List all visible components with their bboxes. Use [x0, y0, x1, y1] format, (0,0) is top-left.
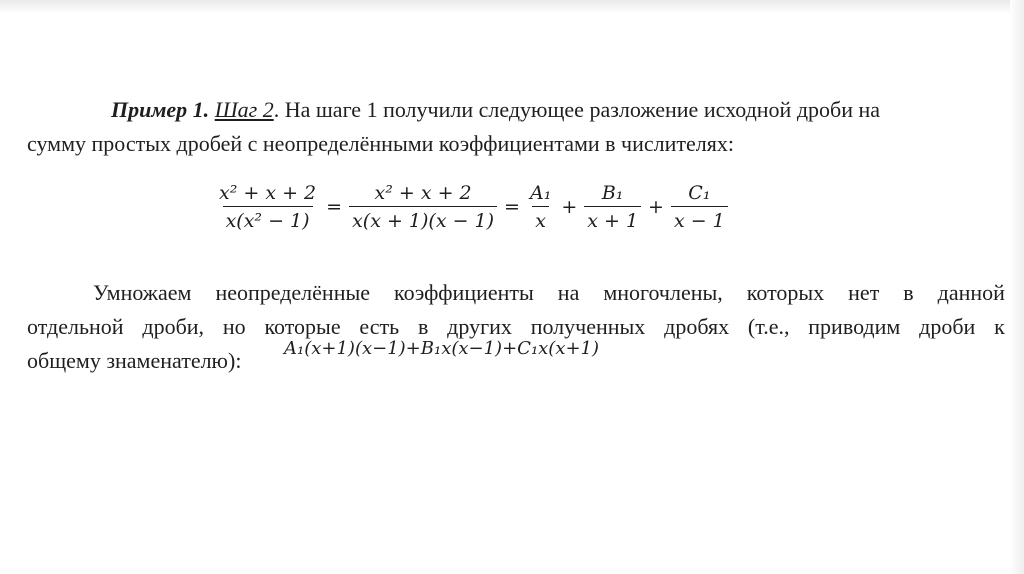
word: которые: [264, 314, 341, 339]
word: других: [447, 314, 512, 339]
word: коэффициенты: [394, 280, 534, 305]
word: Умножаем: [93, 280, 192, 305]
fraction-a1: [527, 182, 554, 232]
decomposition-formula: [213, 182, 731, 232]
word: нет: [848, 280, 880, 305]
word: в: [417, 314, 429, 339]
word: к: [994, 314, 1005, 339]
fraction-original-numerator: x² + x + 2: [219, 182, 317, 204]
fraction-a1-denominator: x: [532, 206, 549, 232]
fraction-original: [216, 182, 319, 232]
fraction-b1-denominator: x + 1: [584, 206, 641, 232]
word: дробях: [664, 314, 730, 339]
fraction-a1-numerator: A₁: [529, 182, 552, 204]
intro-line-1-text: . На шаге 1 получили следующее разложение исходной дроби на: [273, 97, 881, 122]
intro-line-2: сумму простых дробей с неопределёнными коэффициентами в числителях:: [27, 131, 734, 156]
step-label: Шаг 2: [214, 97, 274, 122]
plus-sign: +: [561, 196, 578, 218]
paragraph-multiply: [27, 276, 1005, 378]
paragraph-intro: [27, 93, 1003, 161]
word: но: [222, 314, 246, 339]
word: данной: [937, 280, 1005, 305]
multiply-line-3: общему знаменателю):: [27, 348, 242, 373]
multiply-line-1: [93, 276, 1005, 310]
word: приводим: [808, 314, 901, 339]
word: которых: [746, 280, 825, 305]
fraction-b1-numerator: B₁: [601, 182, 624, 204]
fraction-original-denominator: x(x² − 1): [223, 206, 313, 232]
fraction-c1-numerator: C₁: [688, 182, 711, 204]
word: в: [903, 280, 914, 305]
fraction-b1: [584, 182, 641, 232]
fraction-factored: [349, 182, 497, 232]
intro-line-1: [103, 93, 1003, 127]
fraction-c1: [671, 182, 728, 232]
word: дроби,: [142, 314, 205, 339]
word: есть: [359, 314, 400, 339]
equals-sign: =: [504, 196, 520, 218]
word: многочлены,: [603, 280, 723, 305]
plus-sign: +: [648, 196, 664, 218]
common-denominator-expression: A₁(x+1)(x−1)+B₁x(x−1)+C₁x(x+1): [284, 338, 600, 359]
word: неопределённые: [215, 280, 371, 305]
word: на: [557, 280, 580, 305]
fraction-factored-denominator: x(x + 1)(x − 1): [349, 206, 497, 232]
word: (т.е.,: [747, 314, 790, 339]
word: дроби: [919, 314, 976, 339]
word: полученных: [530, 314, 646, 339]
slide-top-shadow: [0, 0, 1024, 14]
word: отдельной: [27, 314, 124, 339]
fraction-factored-numerator: x² + x + 2: [374, 182, 472, 204]
example-label: Пример 1.: [111, 97, 210, 122]
fraction-c1-denominator: x − 1: [671, 206, 728, 232]
slide-right-shadow: [1010, 0, 1024, 574]
equals-sign: =: [326, 196, 343, 218]
